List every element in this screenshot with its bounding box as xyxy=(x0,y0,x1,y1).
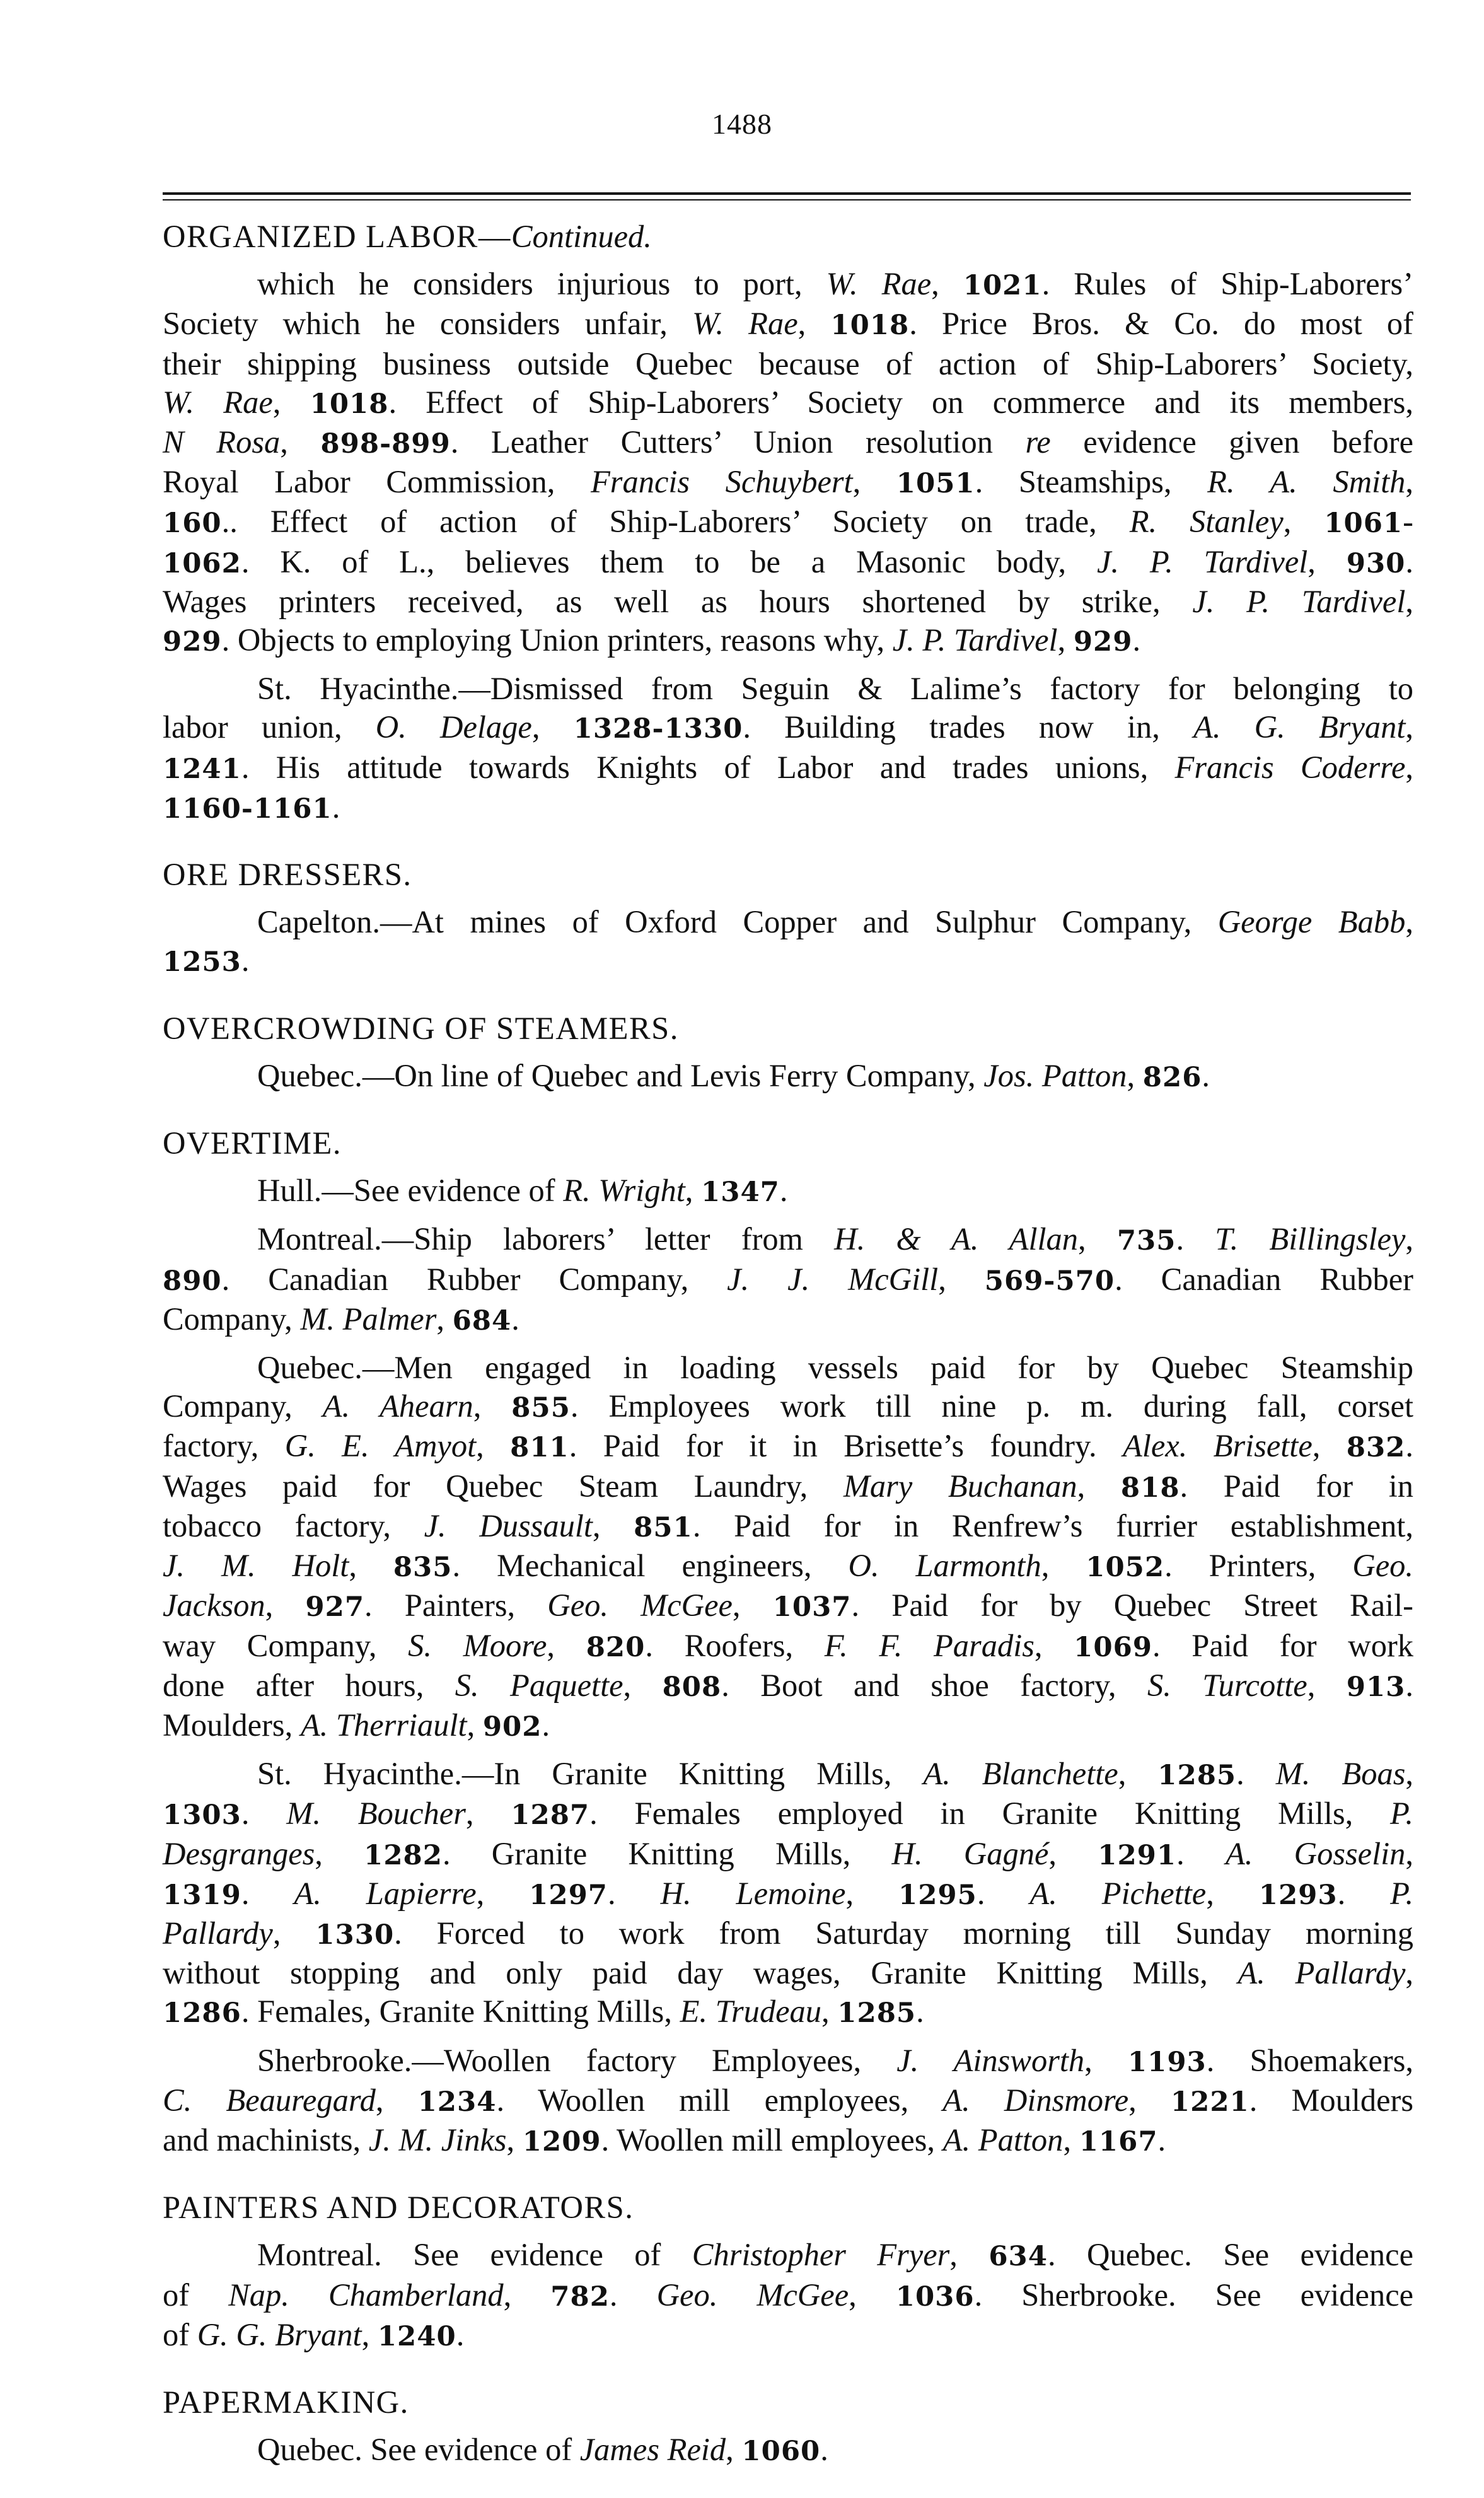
entry-line: Jackson, 927. Painters, Geo. McGee, 1037. Paid for by Quebec Street Rail- xyxy=(163,1588,1414,1624)
index-entry xyxy=(163,1755,1413,2032)
entry-line: Moulders, A. Therriault, 902. xyxy=(163,1707,550,1743)
section-heading-text: ORE DRESSERS. xyxy=(163,857,412,893)
entry-line: and machinists, J. M. Jinks, 1209. Woollen mill employees, A. Patton, 1167. xyxy=(163,2122,1166,2158)
section-heading-text: PAPERMAKING. xyxy=(163,2384,409,2420)
entry-line: Society which he considers unfair, W. Rae, 1018. Price Bros. & Co. do most of xyxy=(163,306,1413,342)
entry-line: of G. G. Bryant, 1240. xyxy=(163,2316,465,2352)
index-entry xyxy=(163,1349,1413,1746)
entry-line: labor union, O. Delage, 1328-1330. Building trades now in, A. G. Bryant, xyxy=(163,709,1414,745)
entry-line: Pallardy, 1330. Forced to work from Saturday morning till Sunday morning xyxy=(163,1915,1414,1951)
entry-line: Company, A. Ahearn, 855. Employees work till nine p. m. during fall, corset xyxy=(163,1388,1413,1424)
section-heading xyxy=(163,2383,1413,2422)
entry-line: 890. Canadian Rubber Company, J. J. McGill, 569-570. Canadian Rubber xyxy=(163,1261,1413,1297)
entry-line: factory, G. E. Amyot, 811. Paid for it in Brisette’s foundry. Alex. Brisette, 832. xyxy=(163,1428,1414,1464)
entry-line: of Nap. Chamberland, 782. Geo. McGee, 1036. Sherbrooke. See evidence xyxy=(163,2277,1414,2313)
page-number: 1488 xyxy=(712,108,772,140)
index-entry xyxy=(163,2042,1413,2161)
entry-line: St. Hyacinthe.—In Granite Knitting Mills, A. Blanchette, 1285. M. Boas, xyxy=(257,1756,1414,1792)
entry-line: their shipping business outside Quebec because of action of Ship-Laborers’ Society, xyxy=(163,346,1413,381)
section-heading-continued: Continued. xyxy=(511,219,652,254)
entry-line: 1253. xyxy=(163,943,250,979)
entry-line: done after hours, S. Paquette, 808. Boot and shoe factory, S. Turcotte, 913. xyxy=(163,1667,1414,1703)
entry-line: 1286. Females, Granite Knitting Mills, E. Trudeau, 1285. xyxy=(163,1994,924,2030)
entry-line: Montreal.—Ship laborers’ letter from H. & A. Allan, 735. T. Billingsley, xyxy=(257,1221,1414,1257)
entry-line: Company, M. Palmer, 684. xyxy=(163,1301,519,1337)
index-content xyxy=(163,218,1413,2498)
entry-line: 1160-1161. xyxy=(163,789,340,825)
index-entry xyxy=(163,2431,1413,2470)
entry-line: 1062. K. of L., believes them to be a Masonic body, J. P. Tardivel, 930. xyxy=(163,543,1414,579)
section-heading-text: PAINTERS AND DECORATORS. xyxy=(163,2190,634,2226)
section-heading xyxy=(163,1009,1413,1048)
section-heading xyxy=(163,2188,1413,2227)
entry-line: Quebec. See evidence of James Reid, 1060. xyxy=(257,2432,828,2468)
entry-line: Royal Labor Commission, Francis Schuybert, 1051. Steamships, R. A. Smith, xyxy=(163,464,1413,500)
entry-line: Hull.—See evidence of R. Wright, 1347. xyxy=(257,1173,788,1209)
entry-line: Wages paid for Quebec Steam Laundry, Mary Buchanan, 818. Paid for in xyxy=(163,1468,1413,1504)
section-heading xyxy=(163,218,1413,256)
entry-line: Sherbrooke.—Woollen factory Employees, J. Ainsworth, 1193. Shoemakers, xyxy=(257,2042,1414,2078)
entry-line: without stopping and only paid day wages, Granite Knitting Mills, A. Pallardy, xyxy=(163,1955,1413,1991)
entry-line: Desgranges, 1282. Granite Knitting Mills, H. Gagné, 1291. A. Gosselin, xyxy=(163,1835,1414,1871)
index-entry xyxy=(163,1220,1413,1340)
entry-line: Wages printers received, as well as hours shortened by strike, J. P. Tardivel, xyxy=(163,583,1413,619)
section-heading-text: OVERCROWDING OF STEAMERS. xyxy=(163,1010,679,1046)
header-rule-thin xyxy=(163,199,1411,200)
entry-line: W. Rae, 1018. Effect of Ship-Laborers’ Society on commerce and its members, xyxy=(163,384,1413,420)
index-entry xyxy=(163,670,1413,828)
entry-line: tobacco factory, J. Dussault, 851. Paid for in Renfrew’s furrier establishment, xyxy=(163,1508,1414,1543)
entry-line: 160.. Effect of action of Ship-Laborers’ Society on trade, R. Stanley, 1061- xyxy=(163,504,1413,540)
entry-line: Capelton.—At mines of Oxford Copper and Sulphur Company, George Babb, xyxy=(257,904,1413,940)
section-heading-text: OVERTIME. xyxy=(163,1125,342,1161)
index-entry xyxy=(163,265,1413,661)
entry-line: 1241. His attitude towards Knights of Labor and trades unions, Francis Coderre, xyxy=(163,749,1413,785)
index-entry xyxy=(163,1057,1413,1096)
entry-line: Quebec.—Men engaged in loading vessels paid for by Quebec Steamship xyxy=(257,1350,1413,1386)
entry-line: St. Hyacinthe.—Dismissed from Seguin & Lalime’s factory for belonging to xyxy=(257,671,1413,707)
section-heading xyxy=(163,1124,1413,1163)
entry-line: J. M. Holt, 835. Mechanical engineers, O. Larmonth, 1052. Printers, Geo. xyxy=(163,1548,1414,1584)
entry-line: 929. Objects to employing Union printers, reasons why, J. P. Tardivel, 929. xyxy=(163,622,1141,658)
index-entry xyxy=(163,1171,1413,1211)
header-rule xyxy=(163,192,1411,195)
entry-line: way Company, S. Moore, 820. Roofers, F. F. Paradis, 1069. Paid for work xyxy=(163,1627,1414,1663)
section-heading-text: ORGANIZED LABOR— xyxy=(163,219,511,254)
entry-line: C. Beauregard, 1234. Woollen mill employees, A. Dinsmore, 1221. Moulders xyxy=(163,2082,1414,2118)
entry-line: 1303. M. Boucher, 1287. Females employed in Granite Knitting Mills, P. xyxy=(163,1796,1413,1832)
index-entry xyxy=(163,2236,1413,2356)
entry-line: Montreal. See evidence of Christopher Fryer, 634. Quebec. See evidence xyxy=(257,2237,1413,2273)
index-entry xyxy=(163,903,1413,981)
entry-line: which he considers injurious to port, W. Rae, 1021. Rules of Ship-Laborers’ xyxy=(257,266,1414,302)
entry-line: 1319. A. Lapierre, 1297. H. Lemoine, 1295. A. Pichette, 1293. P. xyxy=(163,1875,1414,1911)
section-heading xyxy=(163,856,1413,894)
entry-line: Quebec.—On line of Quebec and Levis Ferry Company, Jos. Patton, 826. xyxy=(257,1057,1210,1093)
entry-line: N Rosa, 898-899. Leather Cutters’ Union resolution re evidence given before xyxy=(163,424,1413,460)
